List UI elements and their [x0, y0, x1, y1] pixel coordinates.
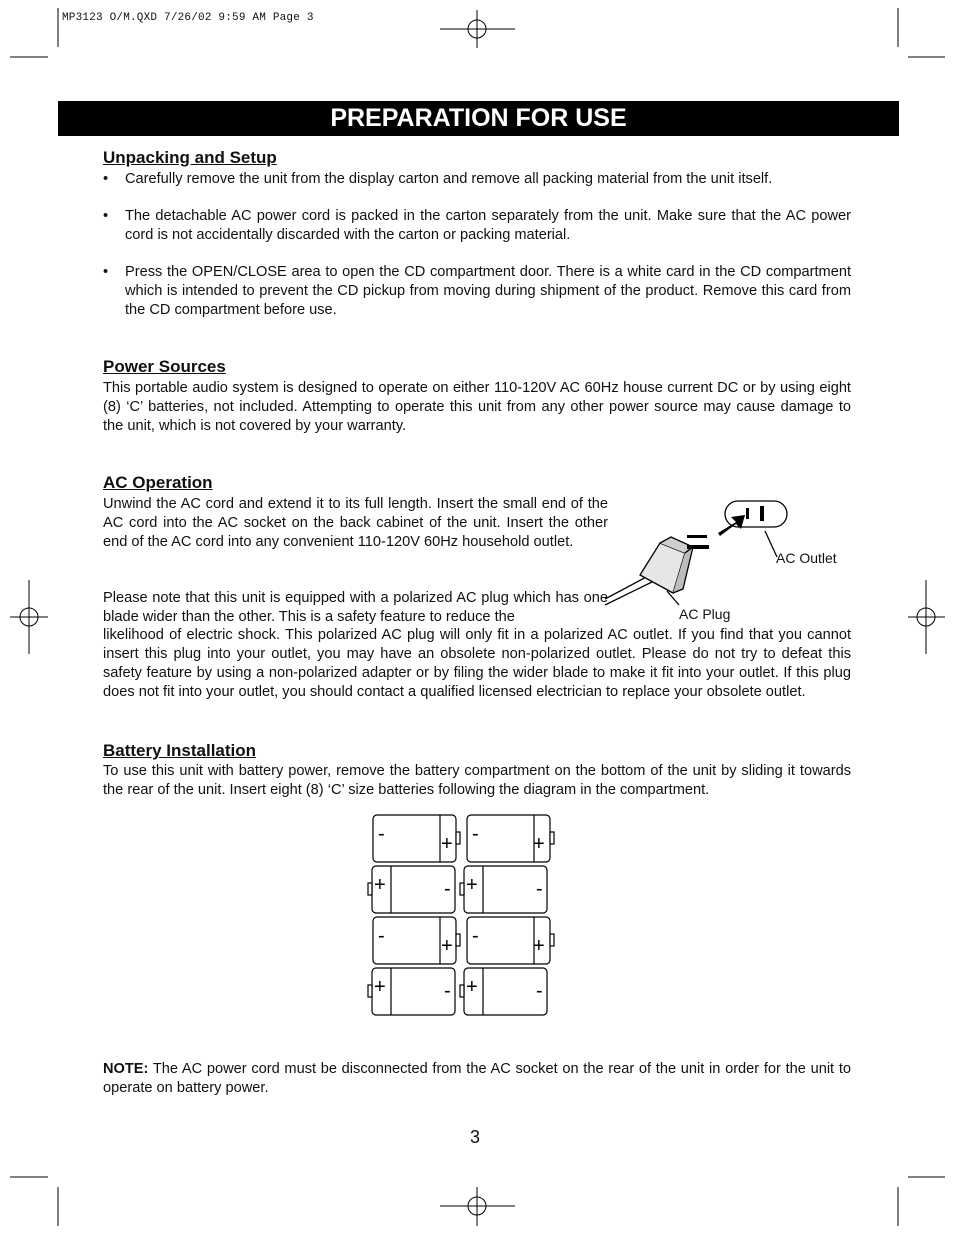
- bullet-icon: •: [103, 171, 109, 187]
- heading-unpacking: Unpacking and Setup: [103, 148, 277, 167]
- page-number: 3: [470, 1127, 481, 1147]
- battery-layout-illustration: [365, 812, 560, 1022]
- heading-power-sources: Power Sources: [103, 357, 226, 376]
- heading-battery-installation: Battery Installation: [103, 741, 257, 760]
- note-label: NOTE:: [103, 1061, 149, 1077]
- bullet-icon: •: [103, 208, 109, 224]
- plus-sign: +: [466, 976, 478, 998]
- file-slug: MP3123 O/M.QXD 7/26/02 9:59 AM Page 3: [62, 12, 314, 24]
- ac-plug-label: AC Plug: [679, 606, 731, 622]
- ac-plug-diagram: [605, 495, 855, 630]
- ac-outlet-label: AC Outlet: [776, 550, 837, 566]
- plus-sign: +: [374, 874, 386, 896]
- plus-sign: +: [466, 874, 478, 896]
- plus-sign: +: [533, 833, 545, 855]
- minus-sign: -: [378, 925, 385, 947]
- heading-ac-operation: AC Operation: [103, 473, 213, 492]
- minus-sign: -: [472, 823, 479, 845]
- minus-sign: -: [536, 878, 543, 900]
- note-text: The AC power cord must be disconnected from the AC socket on the rear of the unit in order for the unit to operate on battery power.: [103, 1061, 851, 1096]
- minus-sign: -: [536, 980, 543, 1002]
- page-title: PREPARATION FOR USE: [58, 101, 899, 136]
- power-sources-text: This portable audio system is designed to operate on either 110-120V AC 60Hz house current DC or by using eight (8) ‘C’ batteries, not included. Attempting to operate this unit from any other power source may cause damage to the unit, which is not covered by your warranty.: [103, 380, 851, 434]
- bullet-text: Press the OPEN/CLOSE area to open the CD compartment door. There is a white card in the CD compartment which is intended to prevent the CD pickup from moving during shipment of the product. Remove this card from the CD compartment before use.: [125, 264, 851, 318]
- bullet-text: Carefully remove the unit from the display carton and remove all packing material from the unit itself.: [125, 171, 773, 187]
- battery-diagram: [365, 812, 560, 1022]
- minus-sign: -: [472, 925, 479, 947]
- polarized-plug-text: Please note that this unit is equipped with a polarized AC plug which has one blade wider than the other. This is a safety feature to reduce the: [103, 590, 608, 625]
- battery-installation-text: To use this unit with battery power, remove the battery compartment on the bottom of the unit by sliding it towards the rear of the unit. Insert eight (8) ‘C’ size batteries following the diagram in the compartment.: [103, 763, 851, 798]
- plus-sign: +: [374, 976, 386, 998]
- minus-sign: -: [378, 823, 385, 845]
- plus-sign: +: [441, 935, 453, 957]
- bullet-icon: •: [103, 264, 109, 280]
- minus-sign: -: [444, 980, 451, 1002]
- minus-sign: -: [444, 878, 451, 900]
- ac-operation-text: Unwind the AC cord and extend it to its full length. Insert the small end of the AC cord into the AC socket on the back cabinet of the unit. Insert the other end of the AC cord into any convenient 110-120V 60Hz household outlet.: [103, 496, 608, 550]
- plus-sign: +: [533, 935, 545, 957]
- note-paragraph: [103, 1060, 851, 1098]
- polarized-plug-text-cont: likelihood of electric shock. This polarized AC plug will only fit in a polarized AC outlet. If you find that you cannot insert this plug into your outlet, you may have an obsolete non-polarized outlet. Please do not try to defeat this safety feature by using a non-polarized adapter or by filing the wider blade to make it fit into your outlet. If this plug does not fit into your outlet, you should contact a qualified licensed electrician to replace your obsolete outlet.: [103, 627, 851, 700]
- bullet-text: The detachable AC power cord is packed in the carton separately from the unit. Make sure that the AC power cord is not accidentally discarded with the carton or packing material.: [125, 208, 851, 243]
- plus-sign: +: [441, 833, 453, 855]
